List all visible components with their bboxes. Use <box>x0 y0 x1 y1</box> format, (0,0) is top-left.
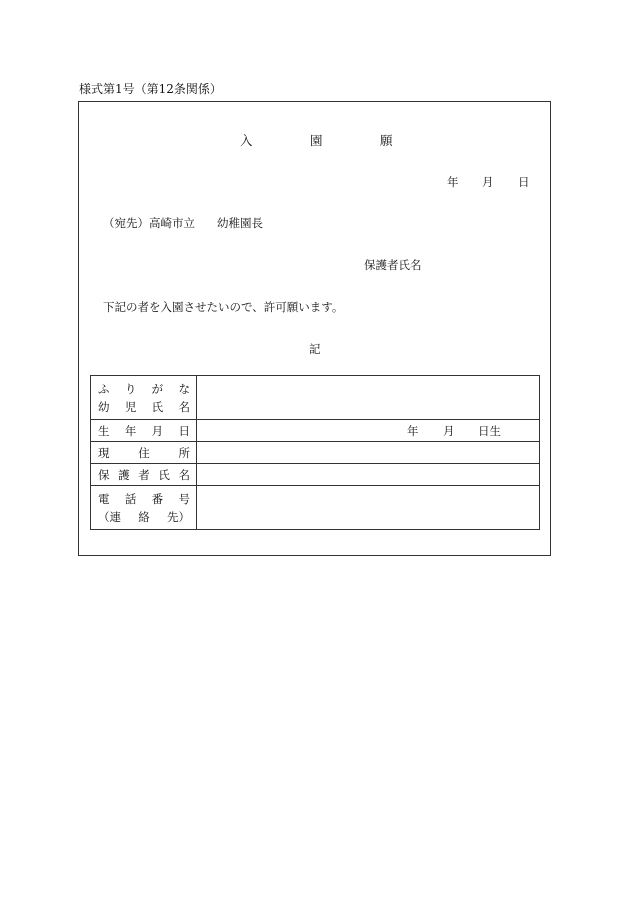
birthdate-field[interactable] <box>197 420 540 442</box>
table-row-phone <box>91 486 540 530</box>
label-char: （連 <box>98 509 121 524</box>
title-char-3: 願 <box>380 133 393 148</box>
label-char: 児 <box>124 399 137 414</box>
label-char: 先） <box>167 509 190 524</box>
label-char: 所 <box>178 445 190 460</box>
table-row-guardian <box>91 464 540 486</box>
table-row-birthdate <box>91 420 540 442</box>
guardian-name-field[interactable] <box>197 464 540 486</box>
label-char: 年 <box>124 423 137 438</box>
label-char: 名 <box>178 399 190 414</box>
label-char: り <box>124 381 137 396</box>
addressee-prefix: （宛先）高崎市立 <box>103 216 195 230</box>
date-year-label: 年 <box>447 175 459 189</box>
request-statement: 下記の者を入園させたいので、許可願います。 <box>103 300 344 314</box>
birthdate-label <box>91 420 197 442</box>
label-char: 幼 <box>98 399 110 414</box>
label-char: 氏 <box>158 467 170 482</box>
label-char: 日 <box>178 423 190 438</box>
addressee-post: 幼稚園長 <box>217 216 263 230</box>
guardian-name-label <box>91 464 197 486</box>
label-char: 護 <box>118 467 130 482</box>
date-month-label: 月 <box>482 175 494 189</box>
label-char: が <box>151 381 164 396</box>
birth-month-unit: 月 <box>443 424 455 438</box>
birth-year-unit: 年 <box>407 424 419 438</box>
title-char-2: 園 <box>310 133 323 148</box>
label-char: 現 <box>98 445 110 460</box>
label-char: 号 <box>178 491 190 506</box>
form-number: 様式第1号（第12条関係） <box>79 82 222 96</box>
table-row-child-name <box>91 376 540 420</box>
ki-heading: 記 <box>309 342 321 356</box>
label-char: 住 <box>138 445 150 460</box>
label-char: 者 <box>138 467 150 482</box>
label-char: 生 <box>98 423 110 438</box>
child-name-field[interactable] <box>197 376 540 420</box>
phone-field[interactable] <box>197 486 540 530</box>
applicant-info-table <box>90 375 540 530</box>
date-day-label: 日 <box>518 175 530 189</box>
label-char: 氏 <box>151 399 164 414</box>
address-label <box>91 442 197 464</box>
addressee <box>103 215 263 231</box>
label-char: 保 <box>98 467 110 482</box>
title-char-1: 入 <box>240 133 253 148</box>
label-char: 番 <box>151 491 164 506</box>
label-char: ふ <box>98 381 110 396</box>
label-char: 電 <box>98 491 110 506</box>
label-char: 名 <box>178 467 190 482</box>
address-field[interactable] <box>197 442 540 464</box>
label-char: 絡 <box>138 509 150 524</box>
birth-day-unit: 日生 <box>478 424 501 438</box>
table-row-address <box>91 442 540 464</box>
label-char: な <box>178 381 190 396</box>
child-name-label <box>91 376 197 420</box>
guardian-signature-label: 保護者氏名 <box>364 258 422 272</box>
label-char: 月 <box>151 423 164 438</box>
label-char: 話 <box>124 491 137 506</box>
phone-label <box>91 486 197 530</box>
